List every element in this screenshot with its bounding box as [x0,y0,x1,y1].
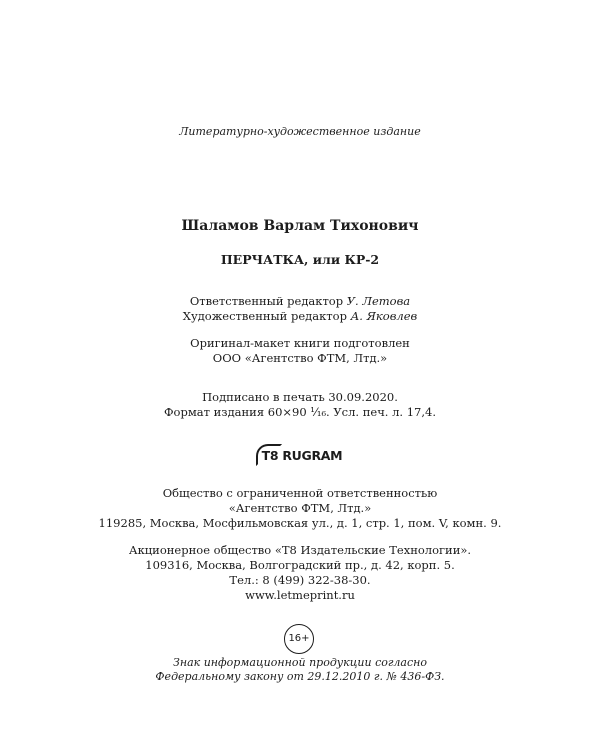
art-editor-name: А. Яковлев [350,309,418,323]
print-format: Формат издания 60×90 ¹⁄₁₆. Усл. печ. л. 17,4. [163,405,436,419]
age-notice-line1: Знак информационной продукции согласно [172,656,428,669]
book-title: ПЕРЧАТКА, или КР-2 [220,252,380,267]
author-name: Шаламов Варлам Тихонович [181,218,419,234]
publisher-name: «Агентство ФТМ, Лтд.» [228,501,372,515]
art-editor-label: Художественный редактор [182,309,347,323]
publisher-type: Общество с ограниченной ответственностью [162,486,438,500]
printer-address: 109316, Москва, Волгоградский пр., д. 42, корп. 5. [145,558,455,572]
rugram-logo [0,448,600,463]
printer-name: Акционерное общество «Т8 Издательские Технологии». [128,543,472,557]
publisher-address: 119285, Москва, Мосфильмовская ул., д. 1, стр. 1, пом. V, комн. 9. [98,516,502,530]
responsible-editor-name: У. Летова [346,294,411,308]
age-rating-badge: 16+ [284,624,314,654]
layout-credit-line: Оригинал-макет книги подготовлен [190,336,410,350]
print-date: Подписано в печать 30.09.2020. [202,390,398,404]
responsible-editor [0,294,600,308]
art-editor [0,309,600,323]
printer-phone: Тел.: 8 (499) 322-38-30. [229,573,371,587]
age-notice-line2: Федеральному закону от 29.12.2010 г. № 436-ФЗ. [155,670,445,683]
genre-label: Литературно-художественное издание [179,125,421,138]
layout-credit-company: ООО «Агентство ФТМ, Лтд.» [212,351,388,365]
t8-logo-mark: T8 RUGRAM [256,448,345,463]
responsible-editor-label: Ответственный редактор [189,294,344,308]
printer-website: www.letmeprint.ru [245,588,355,602]
